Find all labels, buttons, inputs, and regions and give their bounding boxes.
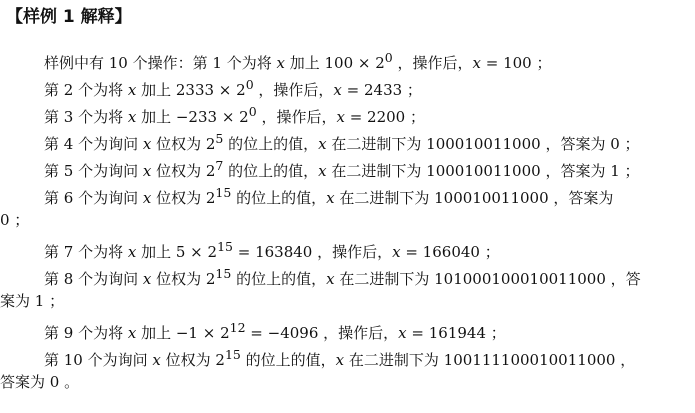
- text: 第 3 个为将: [44, 108, 128, 126]
- text: 加上 100 × 2: [284, 54, 385, 72]
- paragraph-8-continued: 案为 1 ；: [0, 292, 65, 310]
- var-x: x: [335, 351, 345, 369]
- text: 加上 −233 × 2: [136, 108, 249, 126]
- var-x: x: [142, 189, 152, 207]
- paragraph-6-continued: 0 ；: [0, 211, 30, 229]
- var-x: x: [392, 243, 401, 261]
- var-x: x: [152, 351, 161, 369]
- paragraph-8: [0, 264, 641, 289]
- text: 在二进制下为 100010011000 ，答案为 0 ；: [326, 135, 640, 153]
- text: = −4096 ，操作后，: [245, 324, 399, 342]
- text: 加上 5 × 2: [136, 243, 218, 261]
- text: = 166040 ；: [400, 243, 500, 261]
- paragraph-5: [0, 156, 640, 181]
- var-x: x: [336, 108, 345, 126]
- text: 的位上的值，: [240, 351, 336, 369]
- text: ，操作后，: [392, 54, 473, 72]
- text: 在二进制下为 100111100010011000 ，: [344, 351, 636, 369]
- text: = 161944 ；: [406, 324, 506, 342]
- paragraph-7: [0, 237, 500, 262]
- text: 的位上的值，: [223, 162, 319, 180]
- text: 第 4 个为询问: [44, 135, 143, 153]
- text: 位权为 2: [151, 162, 216, 180]
- paragraph-3: [0, 102, 425, 127]
- var-x: x: [276, 54, 285, 72]
- exponent: 15: [215, 185, 232, 200]
- var-x: x: [318, 135, 327, 153]
- text: 位权为 2: [151, 135, 216, 153]
- text: 在二进制下为 101000100010011000 ，答: [334, 270, 641, 288]
- exponent: 5: [215, 131, 224, 146]
- var-x: x: [318, 162, 327, 180]
- text: 第 9 个为将: [44, 324, 128, 342]
- text: 第 8 个为询问: [44, 270, 143, 288]
- text: 的位上的值，: [231, 270, 327, 288]
- paragraph-10-continued: 答案为 0 。: [0, 373, 80, 391]
- exponent: 15: [215, 266, 232, 281]
- exponent: 15: [217, 239, 233, 254]
- text: 位权为 2: [151, 270, 216, 288]
- text: 在二进制下为 100010011000 ，答案为: [334, 189, 614, 207]
- text: 第 6 个为询问: [44, 189, 143, 207]
- var-x: x: [127, 243, 137, 261]
- exponent: 0: [245, 77, 254, 92]
- var-x: x: [142, 135, 152, 153]
- var-x: x: [326, 189, 335, 207]
- var-x: x: [142, 270, 152, 288]
- exponent: 0: [384, 50, 393, 65]
- paragraph-6: [0, 183, 613, 208]
- text: = 2200 ；: [344, 108, 425, 126]
- text: ，操作后，: [253, 81, 334, 99]
- var-x: x: [333, 81, 342, 99]
- var-x: x: [472, 54, 481, 72]
- text: 第 7 个为将: [44, 243, 128, 261]
- text: 第 10 个为询问: [44, 351, 153, 369]
- var-x: x: [326, 270, 335, 288]
- paragraph-10: [0, 345, 635, 370]
- text: 在二进制下为 100010011000 ，答案为 1 ；: [326, 162, 640, 180]
- exponent: 12: [229, 320, 246, 335]
- exponent: 15: [224, 347, 241, 362]
- paragraph-2: [0, 75, 422, 100]
- text: ，操作后，: [256, 108, 337, 126]
- text: 位权为 2: [160, 351, 225, 369]
- text: = 100 ；: [480, 54, 552, 72]
- text: = 2433 ；: [341, 81, 422, 99]
- paragraph-9: [0, 318, 506, 343]
- text: 样例中有 10 个操作：第 1 个为将: [44, 54, 277, 72]
- text: 加上 2333 × 2: [136, 81, 246, 99]
- text: 第 2 个为将: [44, 81, 128, 99]
- text: 的位上的值，: [223, 135, 319, 153]
- paragraph-4: [0, 129, 640, 154]
- var-x: x: [142, 162, 152, 180]
- text: 第 5 个为询问: [44, 162, 143, 180]
- text: 的位上的值，: [231, 189, 327, 207]
- var-x: x: [127, 81, 137, 99]
- section-heading: 【样例 1 解释】: [6, 7, 132, 27]
- var-x: x: [127, 108, 137, 126]
- exponent: 0: [248, 104, 257, 119]
- text: = 163840 ，操作后，: [232, 243, 393, 261]
- exponent: 7: [215, 158, 224, 173]
- text: 加上 −1 × 2: [136, 324, 230, 342]
- var-x: x: [127, 324, 137, 342]
- text: 位权为 2: [151, 189, 216, 207]
- paragraph-1: [0, 48, 552, 73]
- var-x: x: [398, 324, 407, 342]
